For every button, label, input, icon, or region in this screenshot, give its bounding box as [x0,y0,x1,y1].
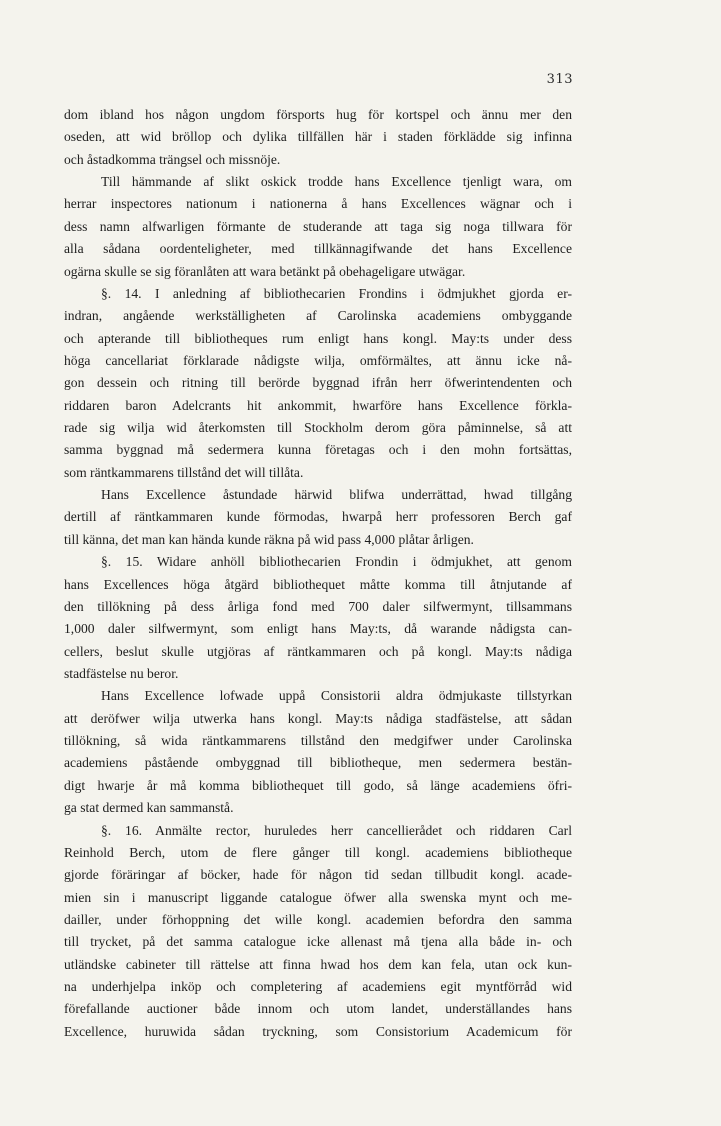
text-line: hans Excellences höga åtgärd bibliothequet måtte komma till åtnjutande af [64,576,572,592]
text-line: indran, angående werkställigheten af Carolinska academiens ombyggande [64,308,572,324]
text-line: Hans Excellence åstundade härwid blifwa underrättad, hwad tillgång [101,487,572,503]
text-line: höga cancellariat förklarade nådigste wilja, omförmältes, att ännu icke nå- [64,352,572,368]
body-text [64,104,572,1043]
text-line: Reinhold Berch, utom de flere gånger till kongl. academiens bibliotheque [64,844,572,860]
text-line: att deröfwer wilja utwerka hans kongl. May:ts nådiga stadfästelse, att sådan [64,710,572,726]
text-line: och åstadkomma trängsel och missnöje. [64,151,281,167]
text-line: utländske cabineter till rättelse att finna hwad hos dem kan fela, utan ock kun- [64,956,572,972]
text-line: den tillökning på dess årliga fond med 700 daler silfwermynt, tillsammans [64,598,572,614]
text-line: §. 15. Widare anhöll bibliothecarien Frondin i ödmjukhet, att genom [101,554,572,570]
text-line: academiens påstående ombyggnad till bibliotheque, men sedermera bestän- [64,755,572,771]
text-line: stadfästelse nu beror. [64,665,179,681]
text-line: §. 14. I anledning af bibliothecarien Frondins i ödmjukhet gjorda er- [101,285,572,301]
text-line: Hans Excellence lofwade uppå Consistorii aldra ödmjukaste tillstyrkan [101,688,572,704]
text-line: samma byggnad må sedermera kunna företagas och i den mohn fortsättas, [64,442,572,458]
text-line: Excellence, huruwida sådan tryckning, som Consistorium Academicum för [64,1023,572,1039]
text-line: alla sådana oordenteligheter, med tillkännagifwande det hans Excellence [64,241,572,257]
text-line: och apterande till bibliotheques rum enligt hans kongl. May:ts under dess [64,330,572,346]
text-line: till känna, det man kan hända kunde räkna på wid pass 4,000 plåtar årligen. [64,531,474,547]
text-line: riddaren baron Adelcrants hit ankommit, hwarföre hans Excellence förkla- [64,397,572,413]
text-line: dom ibland hos någon ungdom försports hug för kortspel och ännu mer den [64,107,572,122]
text-line: 1,000 daler silfwermynt, som enligt hans May:ts, då warande nådigsta can- [64,621,572,637]
text-line: oseden, att wid bröllop och dylika tillfällen här i staden förklädde sig infinna [64,129,572,145]
text-line: gon dessein och ritning till berörde byggnad ifrån herr öfwerintendenten och [64,375,572,391]
text-line: herrar inspectores nationum i nationerna å hans Excellences wägnar och i [64,196,572,212]
text-line: ogärna skulle se sig föranlåten att wara betänkt på obehageligare utwägar. [64,263,466,279]
text-line: till trycket, på det samma catalogue icke allenast må tjena alla både in- och [64,934,572,950]
page-number: 313 [546,72,573,87]
text-line: som räntkammarens tillstånd det will tillåta. [64,464,304,480]
text-line: dertill af räntkammaren kunde förmodas, hwarpå herr professoren Berch gaf [64,509,572,525]
text-line: dailler, under förhoppning det wille kongl. academien befordra den samma [64,911,572,927]
text-line: förefallande auctioner både innom och utom landet, underställandes hans [64,1001,572,1017]
text-line: dess namn alfwarligen förmante de studerande att taga sig noga tillwara för [64,218,572,234]
text-line: digt hwarje år må komma bibliothequet till godo, så länge academiens öfri- [64,777,572,793]
text-line: ga stat dermed kan sammanstå. [64,800,234,816]
text-line: gjorde föräringar af böcker, hade för någon tid sedan tillbudit kongl. acade- [64,867,572,883]
text-line: cellers, beslut skulle utgjöras af räntkammaren och på kongl. May:ts nådiga [64,643,572,659]
text-line: mien sin i manuscript liggande catalogue öfwer alla swenska mynt och me- [64,889,572,905]
text-line: §. 16. Anmälte rector, huruledes herr cancellierådet och riddaren Carl [101,822,572,838]
text-line: na underhjelpa inköp och completering af academiens egit myntförråd wid [64,979,572,995]
text-line: rade sig wilja wid återkomsten till Stockholm derom göra påminnelse, så att [64,420,572,436]
text-line: Till hämmande af slikt oskick trodde hans Excellence tjenligt wara, om [101,174,572,190]
text-line: tillökning, så wida räntkammarens tillstånd den medgifwer under Carolinska [64,733,572,749]
